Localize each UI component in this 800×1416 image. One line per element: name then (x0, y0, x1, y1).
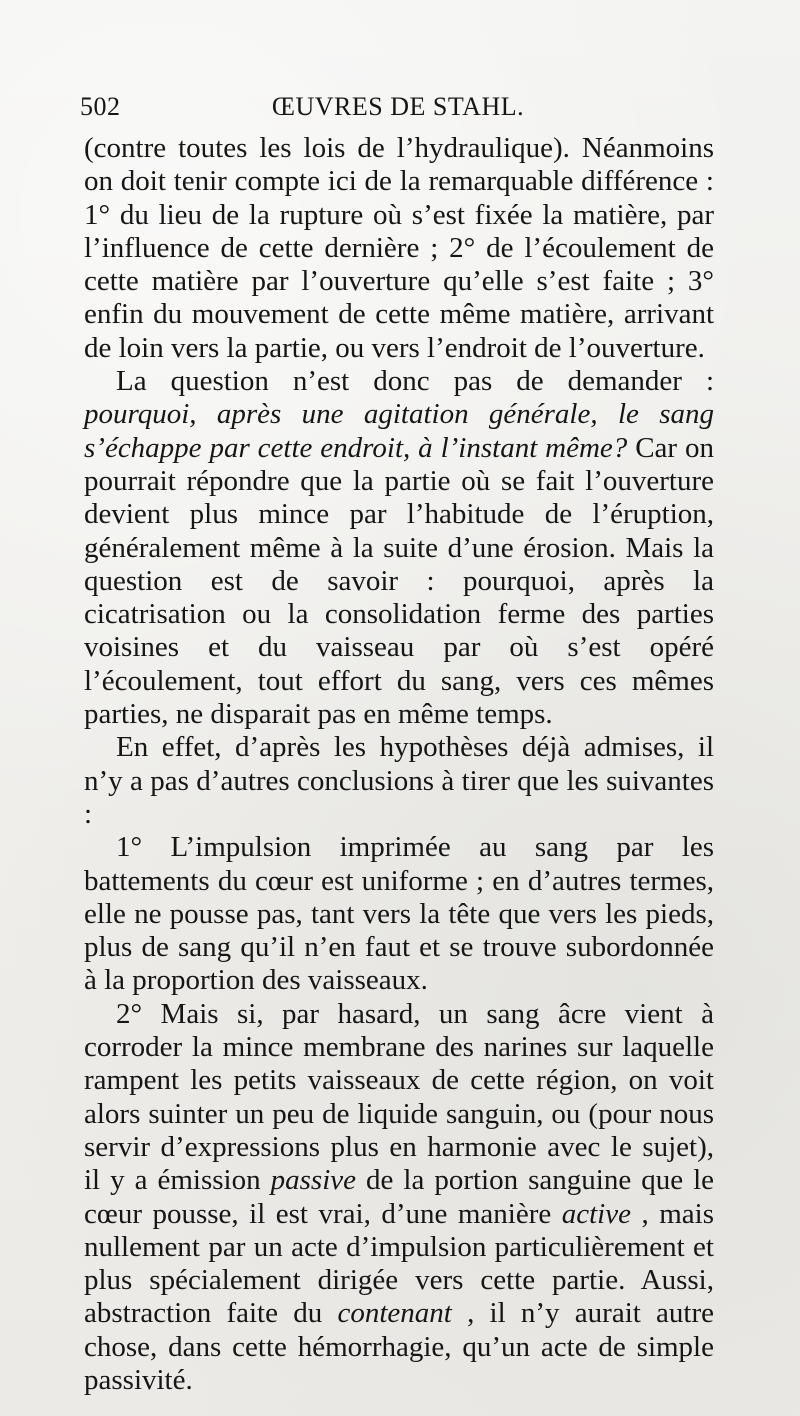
paragraph-5-part-3: , mais nullement par un acte d’impulsion particulièrement et plus spécialement dirigée vers cette partie. Aussi, abstraction faite du (84, 1197, 714, 1330)
paragraph-5-italic-active: active (561, 1197, 631, 1230)
paragraph-5 (84, 998, 714, 1398)
paragraph-5-part-1: 2° Mais si, par hasard, un sang âcre vient à corroder la mince membrane des narines sur laquelle rampent les petits vaisseaux de cette région, on voit alors suinter un peu de liquide sanguin, ou (pour nous servir d’expressions plus en harmonie avec le sujet), il y a émission (84, 997, 714, 1197)
paragraph-2-part-2: Car on pourrait répondre que la partie où se fait l’ouverture devient plus mince par l’habitude de l’éruption, généralement même à la suite d’une érosion. Mais la question est de savoir : pourquoi, après la cicatrisation ou la consolidation ferme des parties voisines et du vaisseau par où s’est opéré l’écoulement, tout effort du sang, vers ces mêmes parties, ne disparait pas en même temps. (84, 431, 715, 731)
page-header (80, 92, 716, 132)
paragraph-5-part-2: de la portion sanguine que le cœur pousse, il est vrai, d’une manière (84, 1164, 714, 1230)
paragraph-5-italic-passive: passive (270, 1164, 356, 1197)
paragraph-1 (84, 132, 714, 365)
paragraph-5-italic-contenant: contenant (337, 1297, 452, 1330)
paragraph-4-text: 1° L’impulsion imprimée au sang par les battements du cœur est uniforme ; en d’autres termes, elle ne pousse pas, tant vers la tête que vers les pieds, plus de sang qu’il n’en faut et se trouve subordonnée à la proportion des vaisseaux. (84, 831, 714, 997)
paragraph-2-part-1: La question n’est donc pas de demander : (116, 365, 714, 398)
paragraph-2-italic-question: pourquoi, après une agitation générale, le sang s’échappe par cette endroit, à l’instant même? (84, 398, 714, 464)
paragraph-2 (84, 365, 714, 731)
paragraph-3 (84, 731, 714, 831)
paragraph-1-text: (contre toutes les lois de l’hydraulique). Néanmoins on doit tenir compte ici de la remarquable différence : 1° du lieu de la rupture où s’est fixée la matière, par l’influence de cette dernière ; 2° de l’écoulement de cette matière par l’ouverture qu’elle s’est faite ; 3° enfin du mouvement de cette même matière, arrivant de loin vers la partie, ou vers l’endroit de l’ouverture. (84, 132, 714, 364)
running-title: ŒUVRES DE STAHL. (271, 92, 525, 121)
paragraph-4 (84, 831, 714, 997)
page-number: 502 (80, 92, 121, 121)
paragraph-3-text: En effet, d’après les hypothèses déjà admises, il n’y a pas d’autres conclusions à tirer que les suivantes : (84, 731, 714, 830)
paragraph-5-part-4: , il n’y aurait autre chose, dans cette hémorrhagie, qu’un acte de simple passivité. (84, 1297, 715, 1396)
body-text (84, 132, 714, 1397)
